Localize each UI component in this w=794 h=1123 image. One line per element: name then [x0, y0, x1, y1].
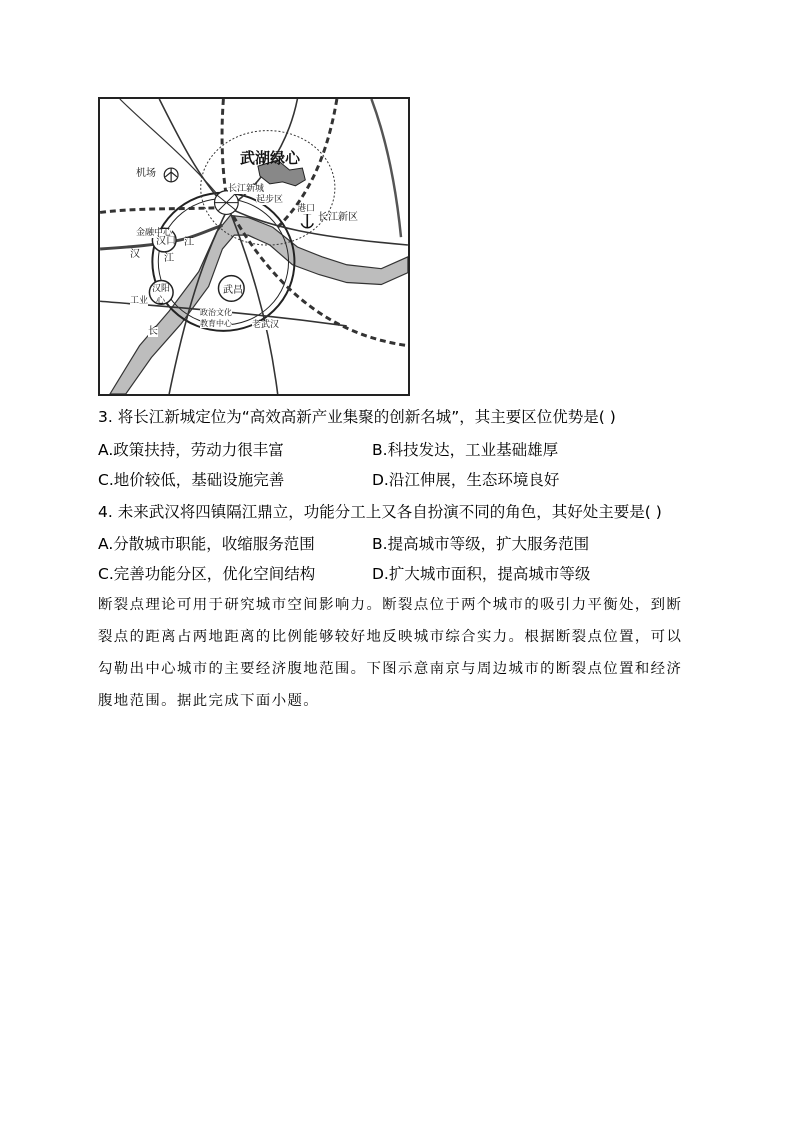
- option-letter: B.: [372, 535, 388, 553]
- label-industry: 工业: [130, 296, 149, 306]
- question-text: 将长江新城定位为“高效高新产业集聚的创新名城”，其主要区位优势是( ): [117, 408, 616, 426]
- option-text: 完善功能分区，优化空间结构: [113, 565, 316, 583]
- label-chang: 长: [148, 326, 158, 337]
- label-changjiang-new-district: 长江新区: [318, 212, 358, 223]
- q3-option-d[interactable]: [372, 473, 559, 489]
- q4-option-d[interactable]: [372, 567, 590, 583]
- label-hankou: 汉口: [156, 236, 176, 247]
- option-letter: A.: [98, 535, 114, 553]
- q3-option-c[interactable]: [98, 473, 284, 489]
- option-text: 地价较低，基础设施完善: [113, 471, 285, 489]
- option-text: 扩大城市面积，提高城市等级: [388, 565, 591, 583]
- label-politics-culture: 政治文化: [200, 308, 232, 317]
- label-hanyang-center: 心: [156, 296, 166, 306]
- option-letter: C.: [98, 471, 114, 489]
- option-text: 科技发达，工业基础雄厚: [387, 441, 559, 459]
- option-text: 提高城市等级，扩大服务范围: [387, 535, 590, 553]
- label-changjiang-new-city: 长江新城: [228, 184, 265, 194]
- map-graphic: [100, 99, 408, 394]
- question-3-stem: [98, 410, 616, 426]
- question-number: 3.: [98, 408, 113, 426]
- question-4-stem: [98, 505, 662, 521]
- q4-option-c[interactable]: [98, 567, 315, 583]
- option-letter: D.: [372, 565, 389, 583]
- label-old-wuhan: 老武汉: [252, 320, 280, 330]
- label-wuhu-green-heart: 武湖绿心: [240, 149, 301, 167]
- question-number: 4.: [98, 503, 113, 521]
- label-start-zone: 起步区: [256, 195, 284, 205]
- passage-line-4: 腹地范围。据此完成下面小题。: [98, 693, 320, 709]
- label-hanyang: 汉阳: [152, 284, 171, 294]
- label-port: 港口: [297, 204, 316, 214]
- option-text: 沿江伸展，生态环境良好: [388, 471, 560, 489]
- option-letter: B.: [372, 441, 388, 459]
- passage-line-1: 断裂点理论可用于研究城市空间影响力。断裂点位于两个城市的吸引力平衡处，到断: [98, 597, 683, 613]
- option-text: 分散城市职能，收缩服务范围: [113, 535, 315, 553]
- option-letter: D.: [372, 471, 389, 489]
- option-letter: A.: [98, 441, 114, 459]
- passage-line-2: 裂点的距离占两地距离的比例能够较好地反映城市综合实力。根据断裂点位置，可以: [98, 629, 683, 645]
- q3-option-a[interactable]: [98, 443, 284, 459]
- option-text: 政策扶持，劳动力很丰富: [113, 441, 284, 459]
- label-airport: 机场: [136, 168, 156, 179]
- q3-option-b[interactable]: [372, 443, 558, 459]
- label-education-center: 教育中心: [200, 319, 232, 328]
- q4-option-a[interactable]: [98, 537, 315, 553]
- label-wuchang: 武昌: [223, 285, 243, 296]
- east-river: [371, 99, 401, 237]
- q4-option-b[interactable]: [372, 537, 589, 553]
- question-text: 未来武汉将四镇隔江鼎立，功能分工上又各自扮演不同的角色，其好处主要是( ): [117, 503, 662, 521]
- wuhan-map-figure: [98, 97, 410, 396]
- label-jiang-2: 江: [164, 253, 174, 264]
- label-jiang: 江: [184, 237, 194, 248]
- label-han: 汉: [130, 249, 140, 260]
- option-letter: C.: [98, 565, 114, 583]
- label-finance-center: 金融中心: [136, 228, 173, 238]
- passage-line-3: 勾勒出中心城市的主要经济腹地范围。下图示意南京与周边城市的断裂点位置和经济: [98, 661, 683, 677]
